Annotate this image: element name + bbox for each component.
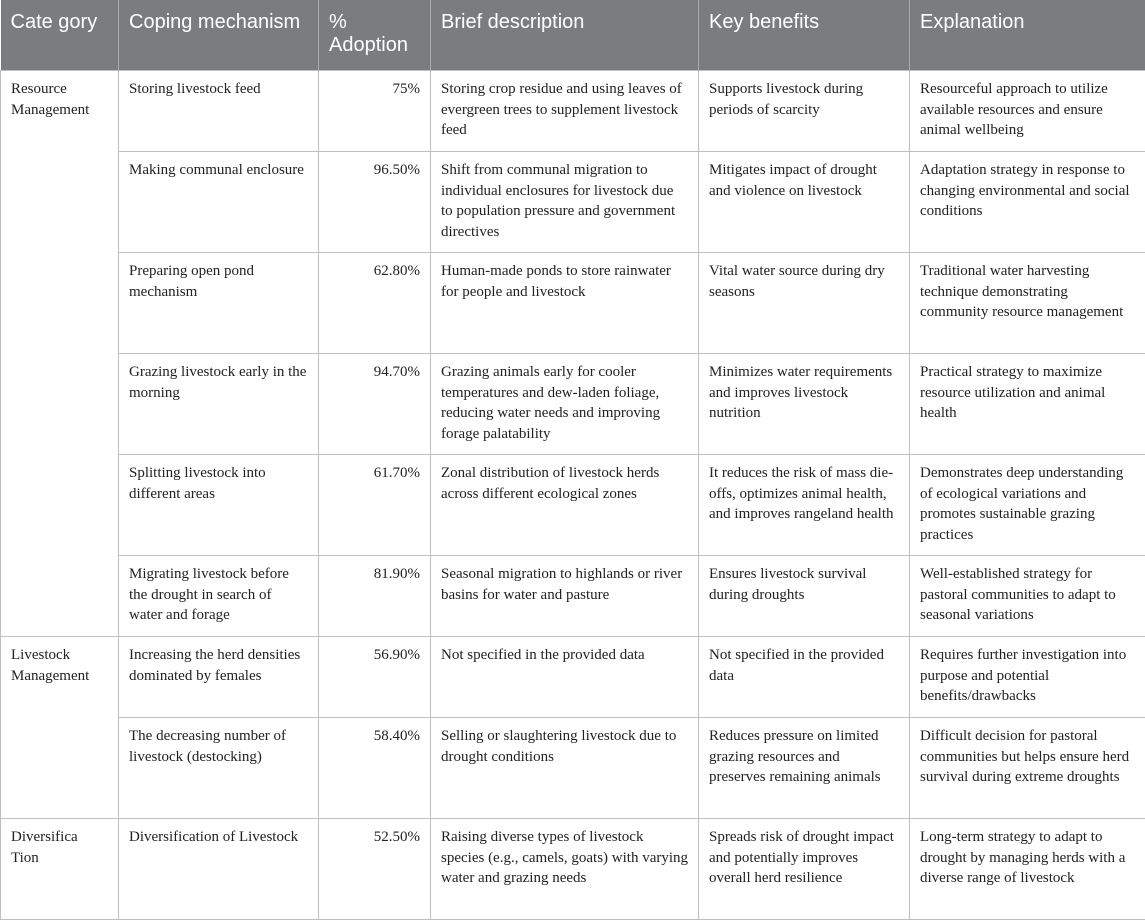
description-cell: Seasonal migration to highlands or river basins for water and pasture <box>431 556 699 637</box>
mechanism-cell: Preparing open pond mechanism <box>119 253 319 354</box>
mechanism-cell: Grazing livestock early in the morning <box>119 354 319 455</box>
mechanism-cell: Migrating livestock before the drought in search of water and forage <box>119 556 319 637</box>
table-row <box>1 718 1145 819</box>
explanation-cell: Long-term strategy to adapt to drought by managing herds with a diverse range of livestock <box>910 819 1145 920</box>
category-cell: Livestock Management <box>1 637 119 819</box>
mechanism-cell: Diversification of Livestock <box>119 819 319 920</box>
header-benefits: Key benefits <box>699 0 910 71</box>
table-row <box>1 152 1145 253</box>
benefits-cell: Not specified in the provided data <box>699 637 910 718</box>
explanation-cell: Requires further investigation into purpose and potential benefits/drawbacks <box>910 637 1145 718</box>
adoption-cell: 94.70% <box>319 354 431 455</box>
header-mechanism: Coping mechanism <box>119 0 319 71</box>
mechanism-cell: Making communal enclosure <box>119 152 319 253</box>
adoption-cell: 62.80% <box>319 253 431 354</box>
benefits-cell: Mitigates impact of drought and violence on livestock <box>699 152 910 253</box>
explanation-cell: Adaptation strategy in response to changing environmental and social conditions <box>910 152 1145 253</box>
explanation-cell: Traditional water harvesting technique demonstrating community resource management <box>910 253 1145 354</box>
adoption-cell: 58.40% <box>319 718 431 819</box>
category-cell: Resource Management <box>1 71 119 637</box>
benefits-cell: Vital water source during dry seasons <box>699 253 910 354</box>
header-category: Cate gory <box>1 0 119 71</box>
explanation-cell: Resourceful approach to utilize available resources and ensure animal wellbeing <box>910 71 1145 152</box>
explanation-cell: Difficult decision for pastoral communities but helps ensure herd survival during extreme droughts <box>910 718 1145 819</box>
mechanism-cell: Increasing the herd densities dominated by females <box>119 637 319 718</box>
adoption-cell: 52.50% <box>319 819 431 920</box>
benefits-cell: Spreads risk of drought impact and potentially improves overall herd resilience <box>699 819 910 920</box>
explanation-cell: Well-established strategy for pastoral communities to adapt to seasonal variations <box>910 556 1145 637</box>
adoption-cell: 61.70% <box>319 455 431 556</box>
adoption-cell: 56.90% <box>319 637 431 718</box>
benefits-cell: Minimizes water requirements and improves livestock nutrition <box>699 354 910 455</box>
description-cell: Raising diverse types of livestock species (e.g., camels, goats) with varying water and grazing needs <box>431 819 699 920</box>
table-row <box>1 819 1145 920</box>
adoption-cell: 96.50% <box>319 152 431 253</box>
benefits-cell: It reduces the risk of mass die-offs, optimizes animal health, and improves rangeland health <box>699 455 910 556</box>
header-explanation: Explanation <box>910 0 1145 71</box>
description-cell: Selling or slaughtering livestock due to drought conditions <box>431 718 699 819</box>
mechanism-cell: The decreasing number of livestock (destocking) <box>119 718 319 819</box>
description-cell: Not specified in the provided data <box>431 637 699 718</box>
adoption-cell: 75% <box>319 71 431 152</box>
table-row <box>1 455 1145 556</box>
benefits-cell: Supports livestock during periods of scarcity <box>699 71 910 152</box>
description-cell: Zonal distribution of livestock herds across different ecological zones <box>431 455 699 556</box>
benefits-cell: Reduces pressure on limited grazing resources and preserves remaining animals <box>699 718 910 819</box>
table-row <box>1 253 1145 354</box>
description-cell: Shift from communal migration to individual enclosures for livestock due to population pressure and government directives <box>431 152 699 253</box>
adoption-cell: 81.90% <box>319 556 431 637</box>
description-cell: Human-made ponds to store rainwater for people and livestock <box>431 253 699 354</box>
table-row <box>1 556 1145 637</box>
benefits-cell: Ensures livestock survival during droughts <box>699 556 910 637</box>
table-header <box>1 0 1145 71</box>
description-cell: Grazing animals early for cooler temperatures and dew-laden foliage, reducing water needs and improving forage palatability <box>431 354 699 455</box>
mechanism-cell: Splitting livestock into different areas <box>119 455 319 556</box>
table-row <box>1 354 1145 455</box>
description-cell: Storing crop residue and using leaves of evergreen trees to supplement livestock feed <box>431 71 699 152</box>
mechanism-cell: Storing livestock feed <box>119 71 319 152</box>
header-row <box>1 0 1145 71</box>
header-adoption: % Adoption <box>319 0 431 71</box>
explanation-cell: Demonstrates deep understanding of ecological variations and promotes sustainable grazing practices <box>910 455 1145 556</box>
table-row <box>1 71 1145 152</box>
table-body <box>1 71 1145 920</box>
table-row <box>1 637 1145 718</box>
explanation-cell: Practical strategy to maximize resource utilization and animal health <box>910 354 1145 455</box>
category-cell: Diversifica Tion <box>1 819 119 920</box>
header-description: Brief description <box>431 0 699 71</box>
